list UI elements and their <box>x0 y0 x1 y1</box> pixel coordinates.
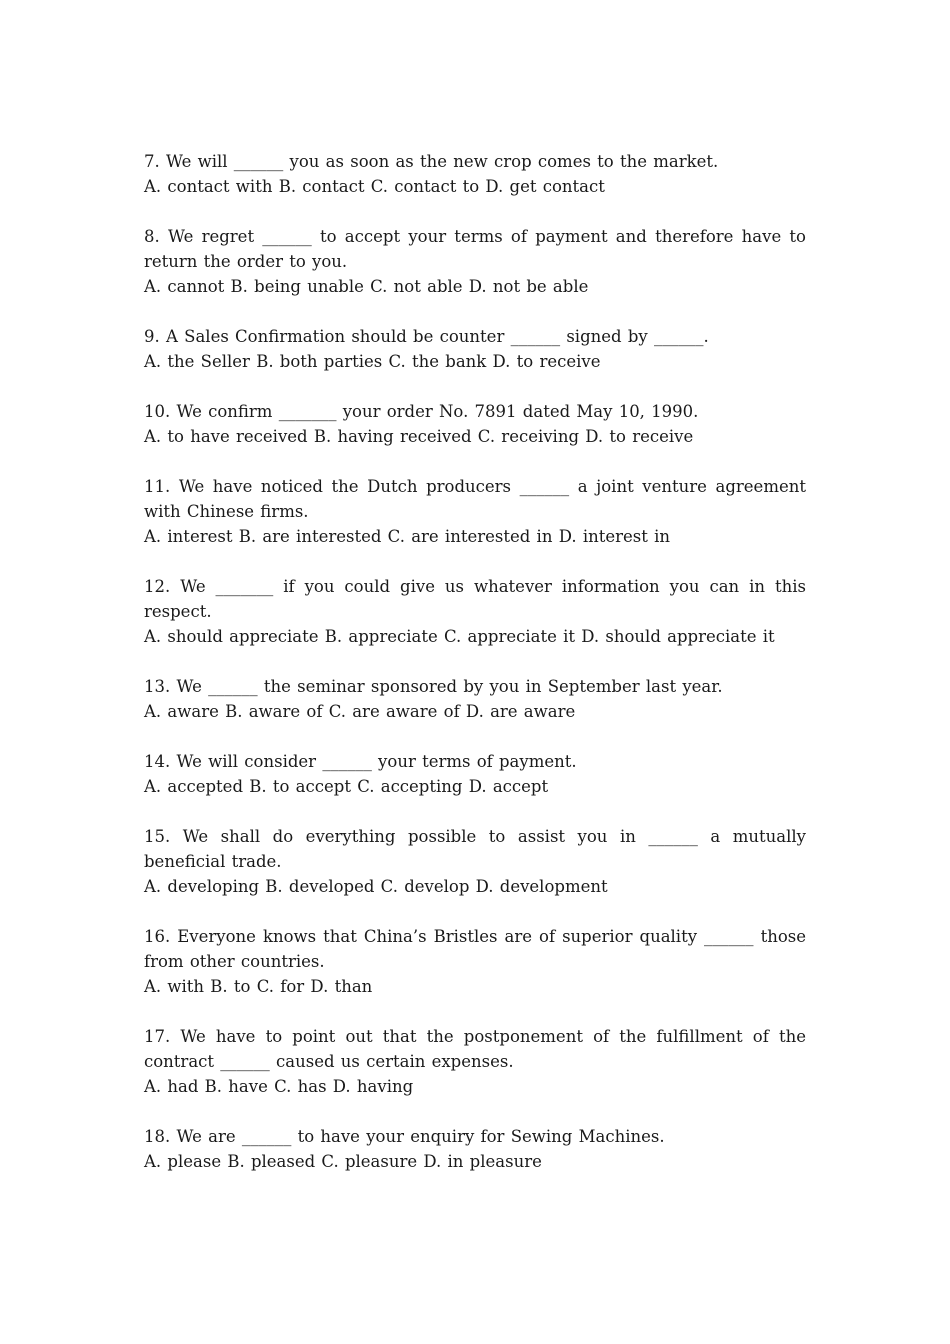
document-page <box>144 149 806 1199</box>
question-options: A. interest B. are interested C. are interested in D. interest in <box>144 527 671 546</box>
question-stem: 9. A Sales Confirmation should be counter ______ signed by ______. <box>144 327 709 346</box>
question-options: A. aware B. aware of C. are aware of D. are aware <box>144 702 576 721</box>
question-options: A. to have received B. having received C. receiving D. to receive <box>144 427 694 446</box>
question-options: A. please B. pleased C. pleasure D. in pleasure <box>144 1152 542 1171</box>
question-stem: 11. We have noticed the Dutch producers ______ a joint venture agreement with Chinese firms. <box>144 477 806 521</box>
question-10 <box>144 399 806 449</box>
question-stem: 17. We have to point out that the postponement of the fulfillment of the contract ______ caused us certain expenses. <box>144 1027 806 1071</box>
question-15 <box>144 824 806 899</box>
question-14 <box>144 749 806 799</box>
question-stem: 14. We will consider ______ your terms of payment. <box>144 752 577 771</box>
question-16 <box>144 924 806 999</box>
question-stem: 18. We are ______ to have your enquiry for Sewing Machines. <box>144 1127 665 1146</box>
question-options: A. accepted B. to accept C. accepting D. accept <box>144 777 549 796</box>
question-18 <box>144 1124 806 1174</box>
question-stem: 12. We _______ if you could give us whatever information you can in this respect. <box>144 577 806 621</box>
question-7 <box>144 149 806 199</box>
question-options: A. cannot B. being unable C. not able D. not be able <box>144 277 589 296</box>
question-9 <box>144 324 806 374</box>
question-options: A. the Seller B. both parties C. the bank D. to receive <box>144 352 601 371</box>
question-12 <box>144 574 806 649</box>
question-stem: 8. We regret ______ to accept your terms of payment and therefore have to return the order to you. <box>144 227 806 271</box>
question-stem: 7. We will ______ you as soon as the new crop comes to the market. <box>144 152 719 171</box>
question-11 <box>144 474 806 549</box>
question-stem: 10. We confirm _______ your order No. 7891 dated May 10, 1990. <box>144 402 699 421</box>
question-options: A. with B. to C. for D. than <box>144 977 373 996</box>
question-13 <box>144 674 806 724</box>
question-stem: 15. We shall do everything possible to assist you in ______ a mutually beneficial trade. <box>144 827 806 871</box>
question-options: A. contact with B. contact C. contact to D. get contact <box>144 177 605 196</box>
question-stem: 16. Everyone knows that China’s Bristles are of superior quality ______ those from other countries. <box>144 927 806 971</box>
question-options: A. had B. have C. has D. having <box>144 1077 414 1096</box>
question-17 <box>144 1024 806 1099</box>
question-8 <box>144 224 806 299</box>
question-options: A. should appreciate B. appreciate C. appreciate it D. should appreciate it <box>144 627 775 646</box>
question-options: A. developing B. developed C. develop D. development <box>144 877 608 896</box>
question-stem: 13. We ______ the seminar sponsored by you in September last year. <box>144 677 723 696</box>
